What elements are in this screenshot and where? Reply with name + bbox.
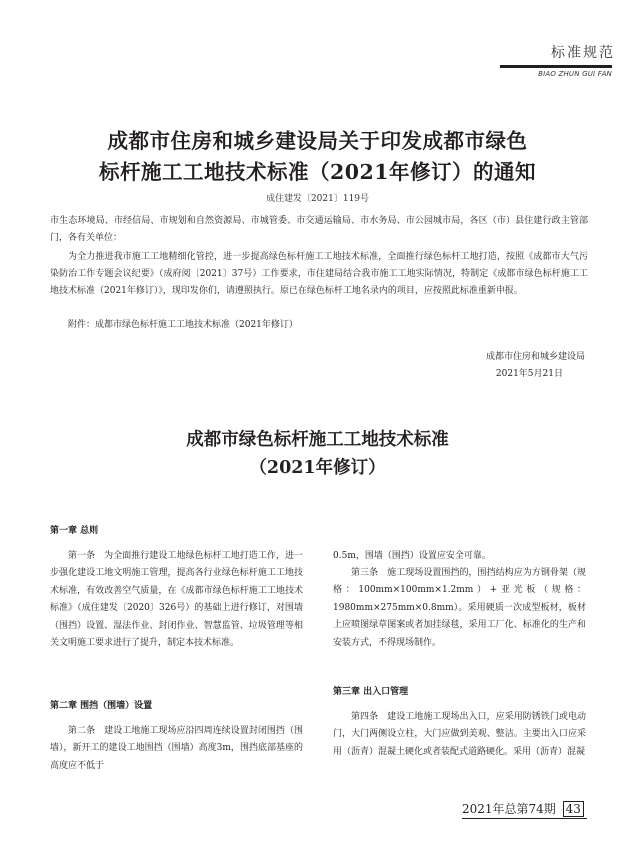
notice-attachment: 附件：成都市绿色标杆施工工地技术标准（2021年修订）	[68, 320, 298, 330]
article-2-continuation: 0.5m，围墙（围挡）设置应安全可靠。	[333, 551, 491, 561]
article-1: 第一条 为全面推行建设工地绿色标杆工地打造工作，进一步强化建设工地文明施工管理，提高各行业绿色标杆施工工地技术标准，有效改善空气质量，在《成都市绿色标杆施工工地技术标准》（成住建发〔2020〕326号）的基础上进行修订，对围墙（围挡）设置、湿法作业、封闭作业、智慧监管、垃圾管理等相关文明施工要求进行了提升，制定本技术标准。	[50, 551, 303, 649]
section-title: 标准规范	[551, 45, 615, 61]
footer-rule	[462, 818, 587, 819]
page-footer	[462, 800, 584, 817]
article-3: 第三条 施工现场设置围挡的，围挡结构应为方钢骨架（规格：100mm×100mm×1.2mm）+亚光板（规格：1980mm×275mm×0.8mm）。采用硬质一次成型板材，板材上应喷图绿草图案或者加挂绿毯，采用工厂化、标准化的生产和安装方式，不得现场制作。	[333, 568, 586, 648]
chapter-1-heading: 第一章 总则	[50, 526, 99, 536]
standard-title-line1: 成都市绿色标杆施工工地技术标准	[186, 430, 449, 450]
section-pinyin: BIAO ZHUN GUI FAN	[538, 70, 612, 78]
page-number: 43	[563, 801, 584, 817]
chapter-3-heading: 第三章 出入口管理	[333, 687, 409, 697]
document-number: 成住建发〔2021〕119号	[265, 194, 370, 204]
standard-title-line2: （2021年修订）	[249, 458, 386, 478]
notice-title-line1: 成都市住房和城乡建设局关于印发成都市绿色	[107, 129, 528, 153]
article-4: 第四条 建设工地施工现场出入口，应采用防锈铁门或电动门，大门两侧设立柱，大门应做到美观、整洁。主要出入口应采用（沥青）混凝土硬化或者装配式道路硬化。采用（沥青）混凝	[333, 712, 586, 757]
notice-recipients: 市生态环境局、市经信局、市规划和自然资源局、市城管委、市交通运输局、市水务局、市公园城市局，各区（市）县住建行政主管部门，各有关单位：	[50, 216, 588, 243]
article-2: 第二条 建设工地施工现场应沿四周连续设置封闭围挡（围墙），新开工的建设工地围挡（围墙）高度3m，围挡底部基座的高度应不低于	[50, 726, 303, 771]
issuer: 成都市住房和城乡建设局	[485, 352, 585, 362]
issue-label: 2021年总第74期	[462, 802, 556, 816]
notice-body: 为全力推进我市施工工地精细化管控，进一步提高绿色标杆施工工地技术标准，全面推行绿色标杆工地打造，按照《成都市大气污染防治工作专题会议纪要》（成府阅〔2021〕37号）工作要求，市住建局结合我市施工工地实际情况，特制定《成都市绿色标杆施工工地技术标准（2021年修订）》，现印发你们，请遵照执行。原已在绿色标杆工地名录内的项目，应按照此标准重新申报。	[50, 252, 588, 296]
issue-date: 2021年5月21日	[495, 369, 563, 379]
chapter-2-heading: 第二章 围挡（围墙）设置	[50, 701, 153, 711]
notice-title-line2: 标杆施工工地技术标准（2021年修订）的通知	[98, 160, 537, 184]
header-rule	[500, 65, 612, 68]
